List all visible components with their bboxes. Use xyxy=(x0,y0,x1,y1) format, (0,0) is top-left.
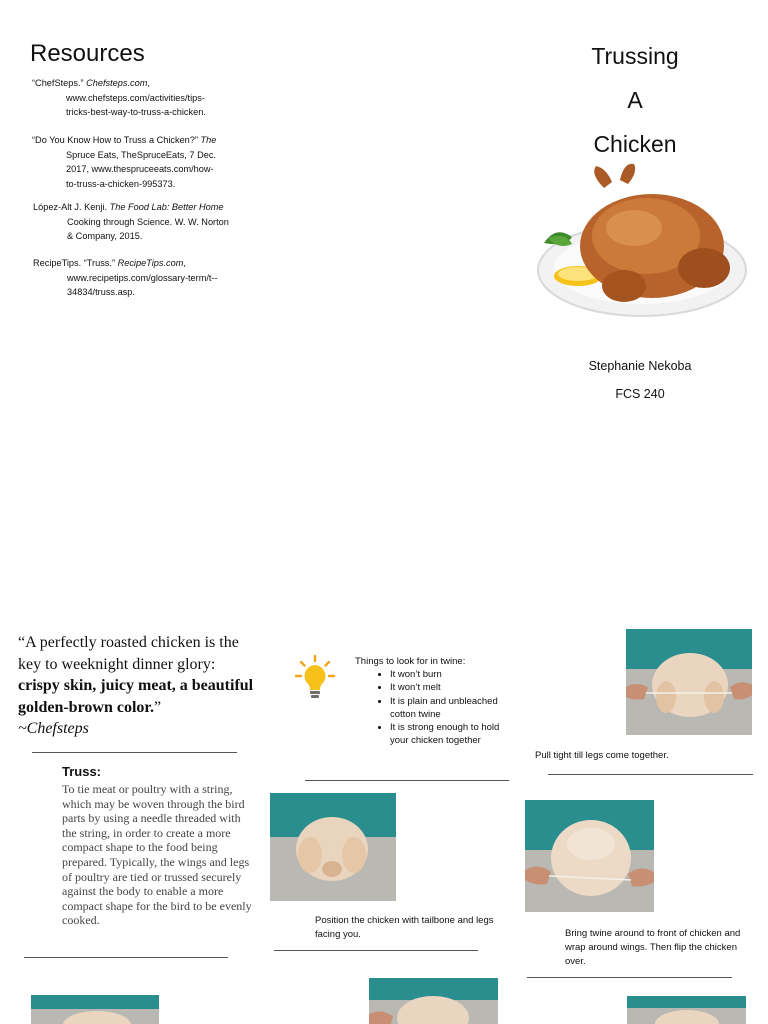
citation-text: “ChefSteps.” xyxy=(32,78,87,88)
list-item: • It won’t melt xyxy=(390,681,520,694)
citation-italic: The Food Lab: Better Home xyxy=(109,202,224,212)
citation-text: “Do You Know How to Truss a Chicken?” xyxy=(32,135,201,145)
divider xyxy=(305,780,509,781)
truss-heading: Truss: xyxy=(62,764,102,779)
citation-text: , xyxy=(147,78,150,88)
citation-line: tricks-best-way-to-truss-a-chicken. xyxy=(66,107,206,117)
citation-line: & Company, 2015. xyxy=(67,231,143,241)
citation-text: , xyxy=(183,258,186,268)
citation-italic: Chefsteps.com xyxy=(86,78,148,88)
author-name: Stephanie Nekoba xyxy=(588,359,692,373)
list-item: • It won’t burn xyxy=(390,668,520,681)
course-code: FCS 240 xyxy=(615,387,665,401)
citation-recipetips xyxy=(33,256,253,300)
citation-line: to-truss-a-chicken-995373. xyxy=(66,178,176,189)
cover-title-line-1: Trussing xyxy=(591,43,679,69)
divider xyxy=(527,977,732,978)
citation-food-lab xyxy=(33,200,253,244)
citation-line: www.chefsteps.com/activities/tips- xyxy=(66,92,205,103)
citation-chefsteps xyxy=(32,76,252,120)
citation-line: Spruce Eats, TheSpruceEats, 7 Dec. xyxy=(66,149,216,160)
cover-title-line-3: Chicken xyxy=(593,131,677,157)
step-caption-wrap-wings: Bring twine around to front of chicken and wrap around wings. Then flip the chicken over. xyxy=(565,928,741,967)
step-photo-position-chicken xyxy=(270,793,396,901)
cover-title-line-2: A xyxy=(627,87,643,113)
truss-definition: To tie meat or poultry with a string, which may be woven through the bird parts by using a needle threaded with the string, in order to create a more compact shape to the food being prepared. Typically, the wings and legs of poultry are tied or trussed securely against the body to enable a more compact shape for the bird to be evenly cooked. xyxy=(62,782,252,928)
citation-text: RecipeTips. “Truss.” xyxy=(33,258,118,268)
chefsteps-quote xyxy=(18,632,258,740)
divider xyxy=(548,774,753,775)
citation-line: Cooking through Science. W. W. Norton xyxy=(67,216,229,227)
step-photo-bottom-left xyxy=(31,995,159,1024)
quote-text: “A perfectly roasted chicken is the key to weeknight dinner glory: xyxy=(18,634,239,673)
quote-attribution: ~Chefsteps xyxy=(18,720,89,737)
citation-line: 2017, www.thespruceeats.com/how- xyxy=(66,164,214,174)
list-item: • It is strong enough to hold your chicken together xyxy=(390,721,520,748)
citation-italic: RecipeTips.com xyxy=(117,258,184,268)
step-photo-bottom-right xyxy=(627,996,746,1024)
citation-line: www.recipetips.com/glossary-term/t-- xyxy=(67,272,218,283)
citation-text: López-Alt J. Kenji. xyxy=(33,202,110,212)
step-caption-pull-tight: Pull tight till legs come together. xyxy=(535,750,669,761)
resources-title: Resources xyxy=(30,40,145,67)
step-photo-pull-tight xyxy=(626,629,752,735)
step-photo-wrap-wings xyxy=(525,800,654,912)
divider xyxy=(24,957,228,958)
twine-tips-list xyxy=(362,668,520,748)
divider xyxy=(32,752,237,753)
step-caption-position: Position the chicken with tailbone and legs facing you. xyxy=(315,915,494,940)
twine-tips-heading: Things to look for in twine: xyxy=(355,656,466,667)
quote-close: ” xyxy=(154,698,162,716)
citation-line: 34834/truss.asp. xyxy=(67,287,135,297)
lightbulb-icon xyxy=(294,654,336,700)
citation-italic: The xyxy=(200,135,217,145)
citation-spruce-eats xyxy=(32,133,252,191)
quote-bold: crispy skin, juicy meat, a beautiful golden-brown color. xyxy=(18,677,254,716)
roast-chicken-photo xyxy=(534,158,748,328)
divider xyxy=(274,950,478,951)
step-photo-bottom-middle xyxy=(369,978,498,1024)
list-item: • It is plain and unbleached cotton twine xyxy=(390,695,520,722)
